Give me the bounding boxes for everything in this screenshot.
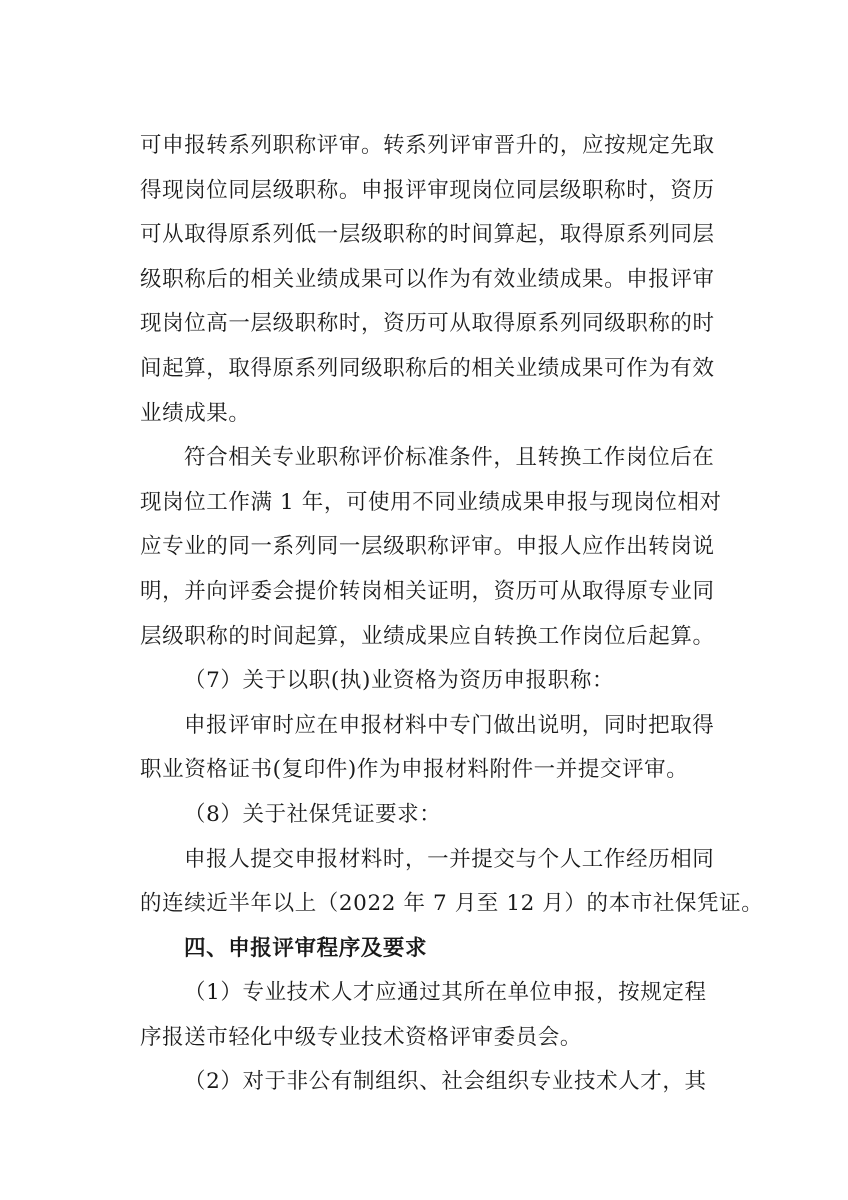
section-heading: 四、申报评审程序及要求 (184, 935, 428, 961)
paragraph-line: 申报人提交申报材料时，一并提交与个人工作经历相同 (184, 846, 715, 872)
paragraph-line: 现岗位工作满 1 年，可使用不同业绩成果申报与现岗位相对 (140, 489, 722, 515)
paragraph-line: 级职称后的相关业绩成果可以作为有效业绩成果。申报评审 (140, 266, 715, 292)
paragraph-line: 职业资格证书(复印件)作为申报材料附件一并提交评审。 (140, 757, 689, 783)
subsection-heading: （7）关于以职(执)业资格为资历申报职称： (184, 668, 615, 694)
paragraph-line: （2）对于非公有制组织、社会组织专业技术人才，其 (184, 1069, 707, 1095)
paragraph-line: 序报送市轻化中级专业技术资格评审委员会。 (140, 1024, 583, 1050)
paragraph-line: 应专业的同一系列同一层级职称评审。申报人应作出转岗说 (140, 534, 715, 560)
paragraph-line: 可申报转系列职称评审。转系列评审晋升的，应按规定先取 (140, 133, 715, 158)
paragraph-line: 现岗位高一层级职称时，资历可从取得原系列同级职称的时 (140, 311, 715, 337)
paragraph-line: 可从取得原系列低一层级职称的时间算起，取得原系列同层 (140, 222, 715, 248)
paragraph-line: 的连续近半年以上（2022 年 7 月至 12 月）的本市社保凭证。 (140, 891, 764, 917)
paragraph-line: 申报评审时应在申报材料中专门做出说明，同时把取得 (184, 712, 715, 738)
paragraph-line: 符合相关专业职称评价标准条件，且转换工作岗位后在 (184, 445, 715, 471)
subsection-heading: （8）关于社保凭证要求： (184, 801, 442, 827)
paragraph-line: 业绩成果。 (140, 400, 251, 426)
paragraph-line: （1）专业技术人才应通过其所在单位申报，按规定程 (184, 980, 707, 1006)
paragraph-line: 明，并向评委会提价转岗相关证明，资历可从取得原专业同 (140, 578, 715, 604)
paragraph-line: 间起算，取得原系列同级职称后的相关业绩成果可作为有效 (140, 355, 715, 381)
paragraph-line: 得现岗位同层级职称。申报评审现岗位同层级职称时，资历 (140, 177, 715, 203)
paragraph-line: 层级职称的时间起算，业绩成果应自转换工作岗位后起算。 (140, 623, 715, 649)
